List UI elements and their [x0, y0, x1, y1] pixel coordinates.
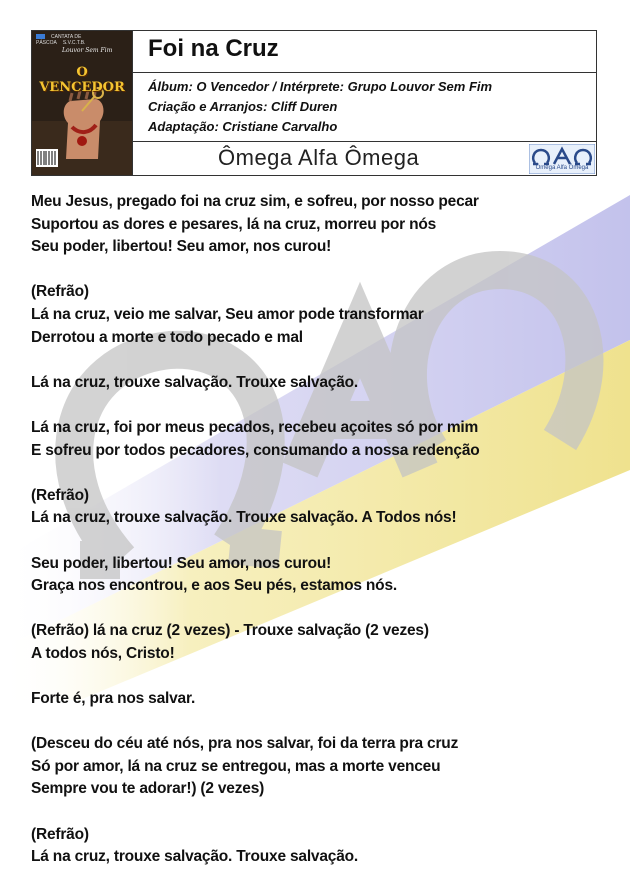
- lyric-line: Suportou as dores e pesares, lá na cruz, morreu por nós: [31, 215, 437, 233]
- lyric-line: Lá na cruz, foi por meus pecados, recebeu açoites só por mim: [31, 418, 479, 436]
- lyric-line: (Refrão): [31, 283, 89, 301]
- album-cover-topline: [36, 34, 128, 46]
- lyric-line: Graça nos encontrou, e aos Seu pés, estamos nós.: [31, 577, 397, 595]
- lyric-line: E sofreu por todos pecadores, consumando a nossa redenção: [31, 441, 480, 459]
- album-cover: [32, 31, 132, 175]
- album-cover-label: S.V.C.T.B.: [62, 40, 86, 46]
- lyric-line: Só por amor, lá na cruz se entregou, mas a morte venceu: [31, 757, 441, 775]
- lyric-line: Lá na cruz, trouxe salvação. Trouxe salvação. A Todos nós!: [31, 509, 457, 527]
- stanza-gap: [31, 462, 611, 485]
- song-header: [31, 30, 597, 176]
- stanza-gap: [31, 598, 611, 621]
- lyric-line: Lá na cruz, trouxe salvação. Trouxe salvação.: [31, 373, 358, 391]
- stanza-gap: [31, 530, 611, 553]
- lyric-line: Forte é, pra nos salvar.: [31, 690, 196, 708]
- stanza-gap: [31, 801, 611, 824]
- header-rule: [132, 72, 596, 73]
- header-divider: [132, 31, 133, 175]
- lyric-line: Seu poder, libertou! Seu amor, nos curou!: [31, 238, 332, 256]
- adaptation-line: Adaptação: Cristiane Carvalho: [148, 119, 338, 134]
- song-title: Foi na Cruz: [148, 35, 279, 62]
- album-cover-band: Louvor Sem Fim: [62, 47, 113, 54]
- lyric-line: Derrotou a morte e todo pecado e mal: [31, 328, 303, 346]
- arrangement-line: Criação e Arranjos: Cliff Duren: [148, 99, 338, 114]
- lyric-line: (Refrão): [31, 825, 89, 843]
- album-cover-title: O VENCEDOR: [39, 65, 125, 95]
- logo-caption: Ômega Alfa Ômega: [535, 165, 589, 171]
- flag-icon: [36, 34, 45, 39]
- ministry-name: Ômega Alfa Ômega: [218, 145, 420, 170]
- lyric-line: (Refrão): [31, 486, 89, 504]
- album-cover-subtitle: CANTATA DE PÁSCOA: [36, 34, 82, 46]
- header-rule: [132, 141, 596, 142]
- lyrics-body: [31, 191, 611, 869]
- album-line: Álbum: O Vencedor / Intérprete: Grupo Louvor Sem Fim: [148, 79, 493, 94]
- lyric-line: Meu Jesus, pregado foi na cruz sim, e sofreu, por nosso pecar: [31, 193, 479, 210]
- lyric-line: Sempre vou te adorar!) (2 vezes): [31, 780, 265, 798]
- lyric-line: (Desceu do céu até nós, pra nos salvar, foi da terra pra cruz: [31, 735, 459, 753]
- lyric-line: Lá na cruz, veio me salvar, Seu amor pode transformar: [31, 305, 424, 323]
- lyric-line: Lá na cruz, trouxe salvação. Trouxe salvação.: [31, 848, 358, 866]
- stanza-gap: [31, 259, 611, 282]
- stanza-gap: [31, 349, 611, 372]
- stanza-gap: [31, 394, 611, 417]
- stanza-gap: [31, 711, 611, 734]
- lyric-line: (Refrão) lá na cruz (2 vezes) - Trouxe salvação (2 vezes): [31, 622, 429, 640]
- stanza-gap: [31, 665, 611, 688]
- lyric-line: A todos nós, Cristo!: [31, 644, 175, 662]
- lyric-line: Seu poder, libertou! Seu amor, nos curou!: [31, 554, 332, 572]
